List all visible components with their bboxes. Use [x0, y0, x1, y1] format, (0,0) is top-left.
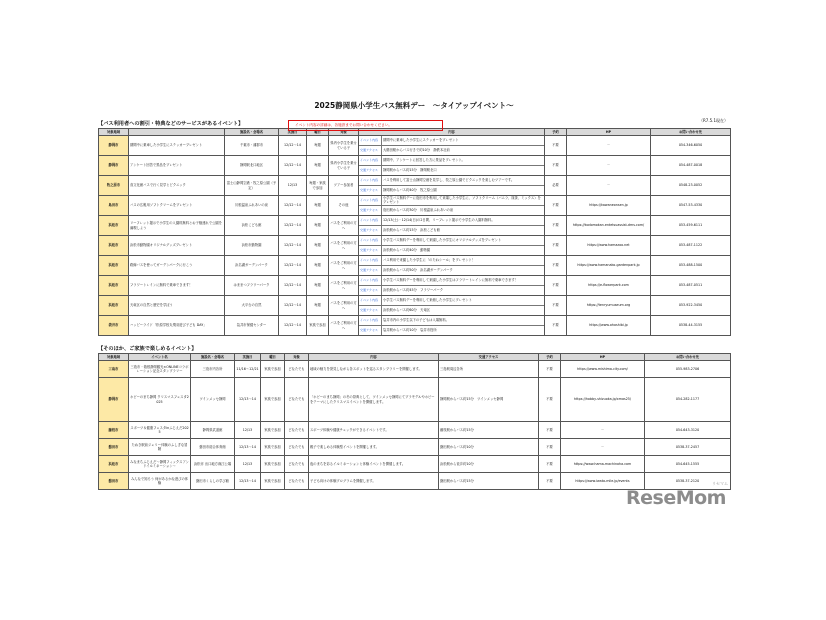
- access-label: 交通アクセス: [359, 186, 382, 196]
- table-row: [99, 276, 731, 296]
- cell-name: 天竜区の自然と歴史を学ぼう: [129, 296, 225, 316]
- cell-contact: 0538-37-2457: [645, 439, 731, 456]
- cell-hp-link[interactable]: https://e-flowerpark.com: [567, 276, 651, 296]
- access-row: [359, 186, 544, 196]
- cell-venue: 大平台の自然: [225, 296, 279, 316]
- event-text: バス利用で来園した小学生に「のたねシール」をプレゼント！: [383, 258, 476, 263]
- cell-region: 袋井市: [99, 316, 129, 336]
- cell-hp-link[interactable]: https://www.ohoshibi.jp: [567, 316, 651, 336]
- cell-reservation: 必要: [545, 176, 567, 196]
- cell-day: 毎週: [307, 196, 329, 216]
- event-label: イベント内容: [359, 236, 382, 245]
- cell-day: 家族で参加: [261, 378, 285, 422]
- cell-day: 毎週: [307, 216, 329, 236]
- section2-heading: [98, 346, 730, 353]
- cell-content: 「ホビーのまち静岡」の冬の祭典として、ツインメッセ静岡にてプラモデルやホビーをテーマにしたクリスマスイベントを開催します。: [309, 378, 439, 422]
- cell-event-name: たぬき駅前ジェリー体験のふしぎな冒険: [129, 439, 191, 456]
- cell-hp-link[interactable]: https://www.hamazoo.net: [567, 236, 651, 256]
- cell-target: どなたでも: [285, 361, 309, 378]
- th2-reservation: 予約: [539, 354, 561, 361]
- cell-details: [359, 316, 545, 336]
- cell-day: 毎週: [307, 236, 329, 256]
- cell-region: 浜松市: [99, 236, 129, 256]
- table-row: [99, 156, 731, 176]
- th2-event-name: イベント名: [129, 354, 191, 361]
- cell-date: 12/12～14: [279, 296, 307, 316]
- cell-content: 親子で楽しめる体験型イベントを開催します。: [309, 439, 439, 456]
- cell-contact: 054-645-1555: [645, 456, 731, 473]
- event-text: バスを利用して富士山静岡空港を見学し、牧之原公園でピクニックを楽しむツアーです。: [383, 178, 515, 183]
- event-row: [359, 156, 544, 166]
- page-title: 2025静岡県小学生バス無料デー ～タイアップイベント～: [314, 101, 514, 110]
- cell-contact: 053-487-0511: [651, 276, 731, 296]
- cell-contact: 0548-23-0052: [651, 176, 731, 196]
- section1-heading: [98, 121, 730, 128]
- event-row: [359, 176, 544, 186]
- th-day: 曜日: [307, 129, 329, 136]
- cell-hp-link[interactable]: －: [567, 156, 651, 176]
- access-label: 交通アクセス: [359, 146, 382, 156]
- cell-reservation: 不要: [539, 439, 561, 456]
- th2-access: 交通アクセス: [439, 354, 539, 361]
- cell-details: [359, 236, 545, 256]
- cell-venue: 三島市内各所: [191, 361, 235, 378]
- cell-contact: 053-922-3450: [651, 296, 731, 316]
- cell-access: 磐田駅からバス約10分: [439, 439, 539, 456]
- th-name: [129, 129, 225, 136]
- event-text: 袋井市内の小学生以下の子どもは入場無料。: [383, 318, 449, 323]
- table-row: [99, 378, 731, 422]
- cell-contact: 053-488-1500: [651, 256, 731, 276]
- cell-name: バスの広報用ソフトクリームをプレゼント: [129, 196, 225, 216]
- document: [98, 100, 730, 490]
- table-row: [99, 196, 731, 216]
- cell-region: 浜松市: [99, 256, 129, 276]
- cell-date: 12/13: [279, 176, 307, 196]
- cell-region: 浜松市: [99, 296, 129, 316]
- cell-hp-link[interactable]: https://www.iwata-mile.jp/events: [561, 473, 645, 490]
- access-label: 交通アクセス: [359, 246, 382, 256]
- cell-target: バスをご利用の方へ: [329, 316, 359, 336]
- cell-reservation: 不要: [539, 422, 561, 439]
- th-date: 実施日: [279, 129, 307, 136]
- table-row: [99, 136, 731, 156]
- cell-access: 藤枝駅からバス約15分: [439, 422, 539, 439]
- cell-reservation: 不要: [545, 156, 567, 176]
- cell-target: 県内小学生を乗せている子: [329, 136, 359, 156]
- cell-details: [359, 256, 545, 276]
- table-row: [99, 456, 731, 473]
- cell-day: 家族で参加: [261, 439, 285, 456]
- cell-day: 毎週: [307, 296, 329, 316]
- event-row: [359, 216, 544, 226]
- access-text: 浜松駅からバス約50分 浜名湖ガーデンパーク: [383, 268, 453, 273]
- cell-contact: 054-643-3120: [645, 422, 731, 439]
- cell-date: 12/12～14: [279, 236, 307, 256]
- th2-contact: お問い合わせ先: [645, 354, 731, 361]
- cell-contact: 054-487-0018: [651, 156, 731, 176]
- event-row: [359, 316, 544, 326]
- access-row: [359, 146, 544, 156]
- event-label: イベント内容: [359, 256, 382, 265]
- access-text: 静岡駅からバス約15分 静岡駅北口: [383, 168, 437, 173]
- cell-venue: 浜松市動物園: [225, 236, 279, 256]
- cell-event-name: ホビーのまち静岡 クリスマスフェスタ2025: [129, 378, 191, 422]
- cell-region: 島田市: [99, 196, 129, 216]
- access-label: 交通アクセス: [359, 286, 382, 296]
- logo-subtext: リセマム: [712, 481, 728, 486]
- th2-content: 内容: [309, 354, 439, 361]
- th-content: 内容: [359, 129, 545, 136]
- cell-reservation: 不要: [545, 316, 567, 336]
- cell-hp-link[interactable]: https://www.mishima-city.com/: [561, 361, 645, 378]
- cell-reservation: 不要: [545, 216, 567, 236]
- cell-hp-link[interactable]: －: [561, 422, 645, 439]
- cell-day: 家族で参加: [261, 361, 285, 378]
- event-row: [359, 276, 544, 286]
- cell-reservation: 不要: [539, 378, 561, 422]
- cell-name: 期間中に乗車した小学生にステッカープレゼント: [129, 136, 225, 156]
- cell-target: どなたでも: [285, 456, 309, 473]
- cell-venue: はままつフラワーパーク: [225, 276, 279, 296]
- cell-reservation: 不要: [545, 136, 567, 156]
- cell-target: その他: [329, 196, 359, 216]
- cell-target: バスをご利用の方へ: [329, 296, 359, 316]
- event-text: 小学生バス無料デーを利用して来園した小学生にオリジナルグッズをプレゼント: [383, 238, 502, 243]
- cell-name: 食文化館バスで行く見学とピクニック: [129, 176, 225, 196]
- cell-day: 毎週: [307, 156, 329, 176]
- cell-region: 磐田市: [99, 473, 129, 490]
- cell-venue: 静岡県武道館: [191, 422, 235, 439]
- cell-reservation: 不要: [539, 473, 561, 490]
- cell-hp-link[interactable]: https://hobby-shizuoka.jp/xmas25/: [561, 378, 645, 422]
- cell-venue: 磐田市くらしの学び館: [191, 473, 235, 490]
- cell-day: 毎週・家族で参加: [307, 176, 329, 196]
- cell-date: 11/16～12/21: [235, 361, 261, 378]
- cell-region: 磐田市: [99, 439, 129, 456]
- cell-target: バスをご利用の方へ: [329, 276, 359, 296]
- cell-venue: 浜名湖ガーデンパーク: [225, 256, 279, 276]
- cell-contact: 054-346-6050: [651, 136, 731, 156]
- access-label: 交通アクセス: [359, 266, 382, 276]
- cell-venue: 静岡駅北口地区: [225, 156, 279, 176]
- cell-access: 静岡駅からバス約15分 ツインメッセ静岡: [439, 378, 539, 422]
- access-label: 交通アクセス: [359, 226, 382, 236]
- access-text: 島田駅からバス約30分 川根温泉ふれあいの泉: [383, 208, 454, 213]
- cell-hp-link[interactable]: －: [561, 439, 645, 456]
- event-row: [359, 196, 544, 206]
- cell-date: 12/12～14: [279, 276, 307, 296]
- cell-content: 子ども向けの体験プログラムを開催します。: [309, 473, 439, 490]
- cell-reservation: 不要: [539, 456, 561, 473]
- cell-date: 12/12～14: [279, 196, 307, 216]
- cell-target: ツアー参加者: [329, 176, 359, 196]
- cell-venue: 浜松市 出口地方裁江公場: [191, 456, 235, 473]
- cell-region: 静岡市: [99, 378, 129, 422]
- cell-hp-link[interactable]: －: [567, 176, 651, 196]
- access-text: 大鶴田駅からバス行きで約10分 静鉄本社前: [383, 148, 450, 153]
- cell-day: 家族で参加: [261, 422, 285, 439]
- event-label: イベント内容: [359, 176, 382, 185]
- cell-name: 浜松市動物園オリジナルグッズプレゼント: [129, 236, 225, 256]
- access-row: [359, 326, 544, 336]
- table-row: [99, 176, 731, 196]
- event-row: [359, 136, 544, 146]
- as-of-date: （R7.5.1現在）: [699, 118, 728, 123]
- cell-date: 12/13～14: [235, 378, 261, 422]
- event-row: [359, 256, 544, 266]
- cell-hp-link[interactable]: https://www.hamanako-gardenpark.jp: [567, 256, 651, 276]
- th-venue: 施設名・会場名: [225, 129, 279, 136]
- cell-contact: 0538-37-2120: [645, 473, 731, 490]
- cell-venue: 千葉市・蒲郡市: [225, 136, 279, 156]
- cell-details: [359, 276, 545, 296]
- table-row: [99, 256, 731, 276]
- cell-target: どなたでも: [285, 378, 309, 422]
- event-label: イベント内容: [359, 276, 382, 285]
- access-label: 交通アクセス: [359, 206, 382, 216]
- cell-contact: 0538-44-3155: [651, 316, 731, 336]
- table-row: [99, 316, 731, 336]
- cell-event-name: みんなで知ろう 何があるかな遊びの体験: [129, 473, 191, 490]
- section2-title: 【そのほか、ご家族で楽しめるイベント】: [98, 346, 197, 352]
- th2-day: 曜日: [261, 354, 285, 361]
- cell-target: バスをご利用の方へ: [329, 256, 359, 276]
- access-text: 浜松駅からバス約45分 フラワーパーク: [383, 288, 444, 293]
- event-label: イベント内容: [359, 316, 382, 325]
- cell-target: バスをご利用の方へ: [329, 216, 359, 236]
- cell-venue: 川根温泉ふれあいの泉: [225, 196, 279, 216]
- cell-hp-link[interactable]: https://tenryumuseum.org: [567, 296, 651, 316]
- cell-reservation: 不要: [545, 296, 567, 316]
- th-target: 対象: [329, 129, 359, 136]
- cell-date: 12/12～14: [279, 256, 307, 276]
- table-row: [99, 216, 731, 236]
- event-label: イベント内容: [359, 296, 382, 305]
- cell-event-name: スポーツ＆健康フェスタinふじえだ2025: [129, 422, 191, 439]
- cell-details: [359, 216, 545, 236]
- cell-date: 12/13～14: [235, 473, 261, 490]
- access-text: 袋井駅からバス約10分 袋井市役所: [383, 328, 437, 333]
- cell-hp-link[interactable]: https://www.hama-machinoha.com: [561, 456, 645, 473]
- access-text: 浜松駅からバス約15分 浜松こども館: [383, 228, 440, 233]
- access-row: [359, 206, 544, 216]
- cell-day: 毎週: [307, 256, 329, 276]
- cell-day: 家族で参加: [261, 456, 285, 473]
- th-reservation: 予約: [545, 129, 567, 136]
- th-region: 対象地域: [99, 129, 129, 136]
- event-label: イベント内容: [359, 136, 382, 145]
- cell-target: どなたでも: [285, 439, 309, 456]
- cell-hp-link[interactable]: https://kawaneonsen.jp: [567, 196, 651, 216]
- cell-venue: 富士山静岡空港・牧之原公園（予定）: [225, 176, 279, 196]
- cell-content: 夜のまちを彩るイルミネーションと体験イベントを開催します。: [309, 456, 439, 473]
- event-text: 小学生バス無料デーに島田市を利用して来場した小学生に、ソフトクリーム（バニラ、抹茶、ミックス）をプレゼント: [383, 196, 541, 205]
- cell-date: 12/12～14: [279, 316, 307, 336]
- event-row: [359, 236, 544, 246]
- cell-name: リーフレット掲示で小学生の入園料無料とお子様連れで公園を満喫しよう: [129, 216, 225, 236]
- access-row: [359, 226, 544, 236]
- access-text: 浜松駅からバス約40分 動物園: [383, 248, 431, 253]
- event-label: イベント内容: [359, 216, 382, 225]
- th2-region: 対象地域: [99, 354, 129, 361]
- cell-hp-link[interactable]: https://kodomokan.entetsuassist-dms.com/: [567, 216, 651, 236]
- cell-date: 12/13: [235, 456, 261, 473]
- logo-text: ReseMom: [626, 487, 726, 509]
- cell-venue: 袋井市保健センター: [225, 316, 279, 336]
- event-text: 期間中、アンケートに回答した方に景品をプレゼント。: [383, 158, 465, 163]
- event-row: [359, 296, 544, 306]
- cell-region: 浜松市: [99, 216, 129, 236]
- th-contact: お問い合わせ先: [651, 129, 731, 136]
- cell-name: フラワートレインに無料で乗車できます！: [129, 276, 225, 296]
- cell-reservation: 不要: [539, 361, 561, 378]
- cell-name: 路線バスを使ってガーデンパークに行こう: [129, 256, 225, 276]
- cell-region: 静岡市: [99, 136, 129, 156]
- th2-hp: HP: [561, 354, 645, 361]
- table-row: [99, 236, 731, 256]
- cell-reservation: 不要: [545, 236, 567, 256]
- cell-access: 浜松駅から徒歩約10分: [439, 456, 539, 473]
- cell-details: [359, 176, 545, 196]
- cell-region: 三島市: [99, 361, 129, 378]
- table-row: [99, 422, 731, 439]
- cell-contact: 054-282-1177: [645, 378, 731, 422]
- cell-reservation: 不要: [545, 276, 567, 296]
- table-row: [99, 361, 731, 378]
- cell-content: スポーツ体験や健康チェックができるイベントです。: [309, 422, 439, 439]
- cell-target: どなたでも: [285, 422, 309, 439]
- cell-region: 浜松市: [99, 276, 129, 296]
- resemom-logo: [626, 481, 730, 511]
- th2-target: 対象: [285, 354, 309, 361]
- cell-venue: ツインメッセ静岡: [191, 378, 235, 422]
- cell-date: 12/12～14: [279, 216, 307, 236]
- cell-day: 家族で参加: [261, 473, 285, 490]
- th2-venue: 施設名・会場名: [191, 354, 235, 361]
- cell-contact: 053-459-6111: [651, 216, 731, 236]
- cell-reservation: 不要: [545, 256, 567, 276]
- cell-venue: 磐田市総合体育館: [191, 439, 235, 456]
- cell-day: 毎週: [307, 136, 329, 156]
- cell-region: 静岡市: [99, 156, 129, 176]
- cell-event-name: 三島市・箱根静岡観光×ONLINEコラボレーション記念スタンプラリー: [129, 361, 191, 378]
- cell-name: ハッピーライド「松原学校丸飛羽遊び子ども DAY」: [129, 316, 225, 336]
- access-row: [359, 166, 544, 176]
- table-row: [99, 439, 731, 456]
- cell-details: [359, 136, 545, 156]
- cell-region: 藤枝市: [99, 422, 129, 439]
- notice-box: イベント内容の詳細は、各施設までお問い合わせください。: [288, 120, 443, 131]
- access-label: 交通アクセス: [359, 166, 382, 176]
- cell-target: 県内小学生を乗せている子: [329, 156, 359, 176]
- cell-venue: 浜松こども館: [225, 216, 279, 236]
- cell-date: 12/12～14: [279, 156, 307, 176]
- cell-target: どなたでも: [285, 473, 309, 490]
- access-row: [359, 246, 544, 256]
- access-row: [359, 266, 544, 276]
- event-label: イベント内容: [359, 196, 382, 205]
- event-text: 期間中に乗車した小学生にステッカーをプレゼント: [383, 138, 459, 143]
- cell-day: 毎週: [307, 276, 329, 296]
- cell-region: 牧之原市: [99, 176, 129, 196]
- cell-access: 磐田駅からバス約15分: [439, 473, 539, 490]
- event-text: 小学生バス無料デーを利用して来園した小学生はフラワートレインに無料で乗車できます！: [383, 278, 519, 283]
- cell-event-name: みなまちふじえだ～静岡フィックスアンドイルミネーション～: [129, 456, 191, 473]
- cell-details: [359, 156, 545, 176]
- cell-date: 12/12～14: [279, 136, 307, 156]
- cell-details: [359, 296, 545, 316]
- cell-day: 家族で参加: [307, 316, 329, 336]
- cell-contact: 055-983-2706: [645, 361, 731, 378]
- cell-hp-link[interactable]: －: [567, 136, 651, 156]
- cell-target: バスをご利用の方へ: [329, 236, 359, 256]
- access-label: 交通アクセス: [359, 306, 382, 316]
- access-row: [359, 306, 544, 316]
- cell-name: アンケート回答で景品をプレゼント: [129, 156, 225, 176]
- cell-contact: 0547-53-4330: [651, 196, 731, 216]
- cell-date: 12/13～14: [235, 439, 261, 456]
- event-label: イベント内容: [359, 156, 382, 165]
- table-section1: [98, 128, 731, 336]
- cell-region: 浜松市: [99, 456, 129, 473]
- access-text: 浜松駅からバス約60分 天竜区: [383, 308, 431, 313]
- table-section2: [98, 353, 731, 490]
- access-row: [359, 286, 544, 296]
- table-row: [99, 296, 731, 316]
- cell-access: 三島駅周辺各所: [439, 361, 539, 378]
- cell-content: 地域の魅力を発見しながら各スポットを巡るスタンプラリーを開催します。: [309, 361, 439, 378]
- section1-title: 【バス利用者への割引・特典などのサービスがあるイベント】: [98, 121, 244, 127]
- cell-date: 12/13: [235, 422, 261, 439]
- cell-contact: 053-487-1122: [651, 236, 731, 256]
- event-text: 小学生バス無料デーを利用して来館した小学生にプレゼント: [383, 298, 472, 303]
- access-text: 静岡駅からバス約40分 牧之原公園: [383, 188, 437, 193]
- th2-date: 実施日: [235, 354, 261, 361]
- event-text: 12/13(土)・12/14(日)の2日間、リーフレット掲示で小学生の入園料無料。: [383, 218, 495, 223]
- cell-reservation: 不要: [545, 196, 567, 216]
- access-label: 交通アクセス: [359, 326, 382, 336]
- cell-details: [359, 196, 545, 216]
- th-hp: HP: [567, 129, 651, 136]
